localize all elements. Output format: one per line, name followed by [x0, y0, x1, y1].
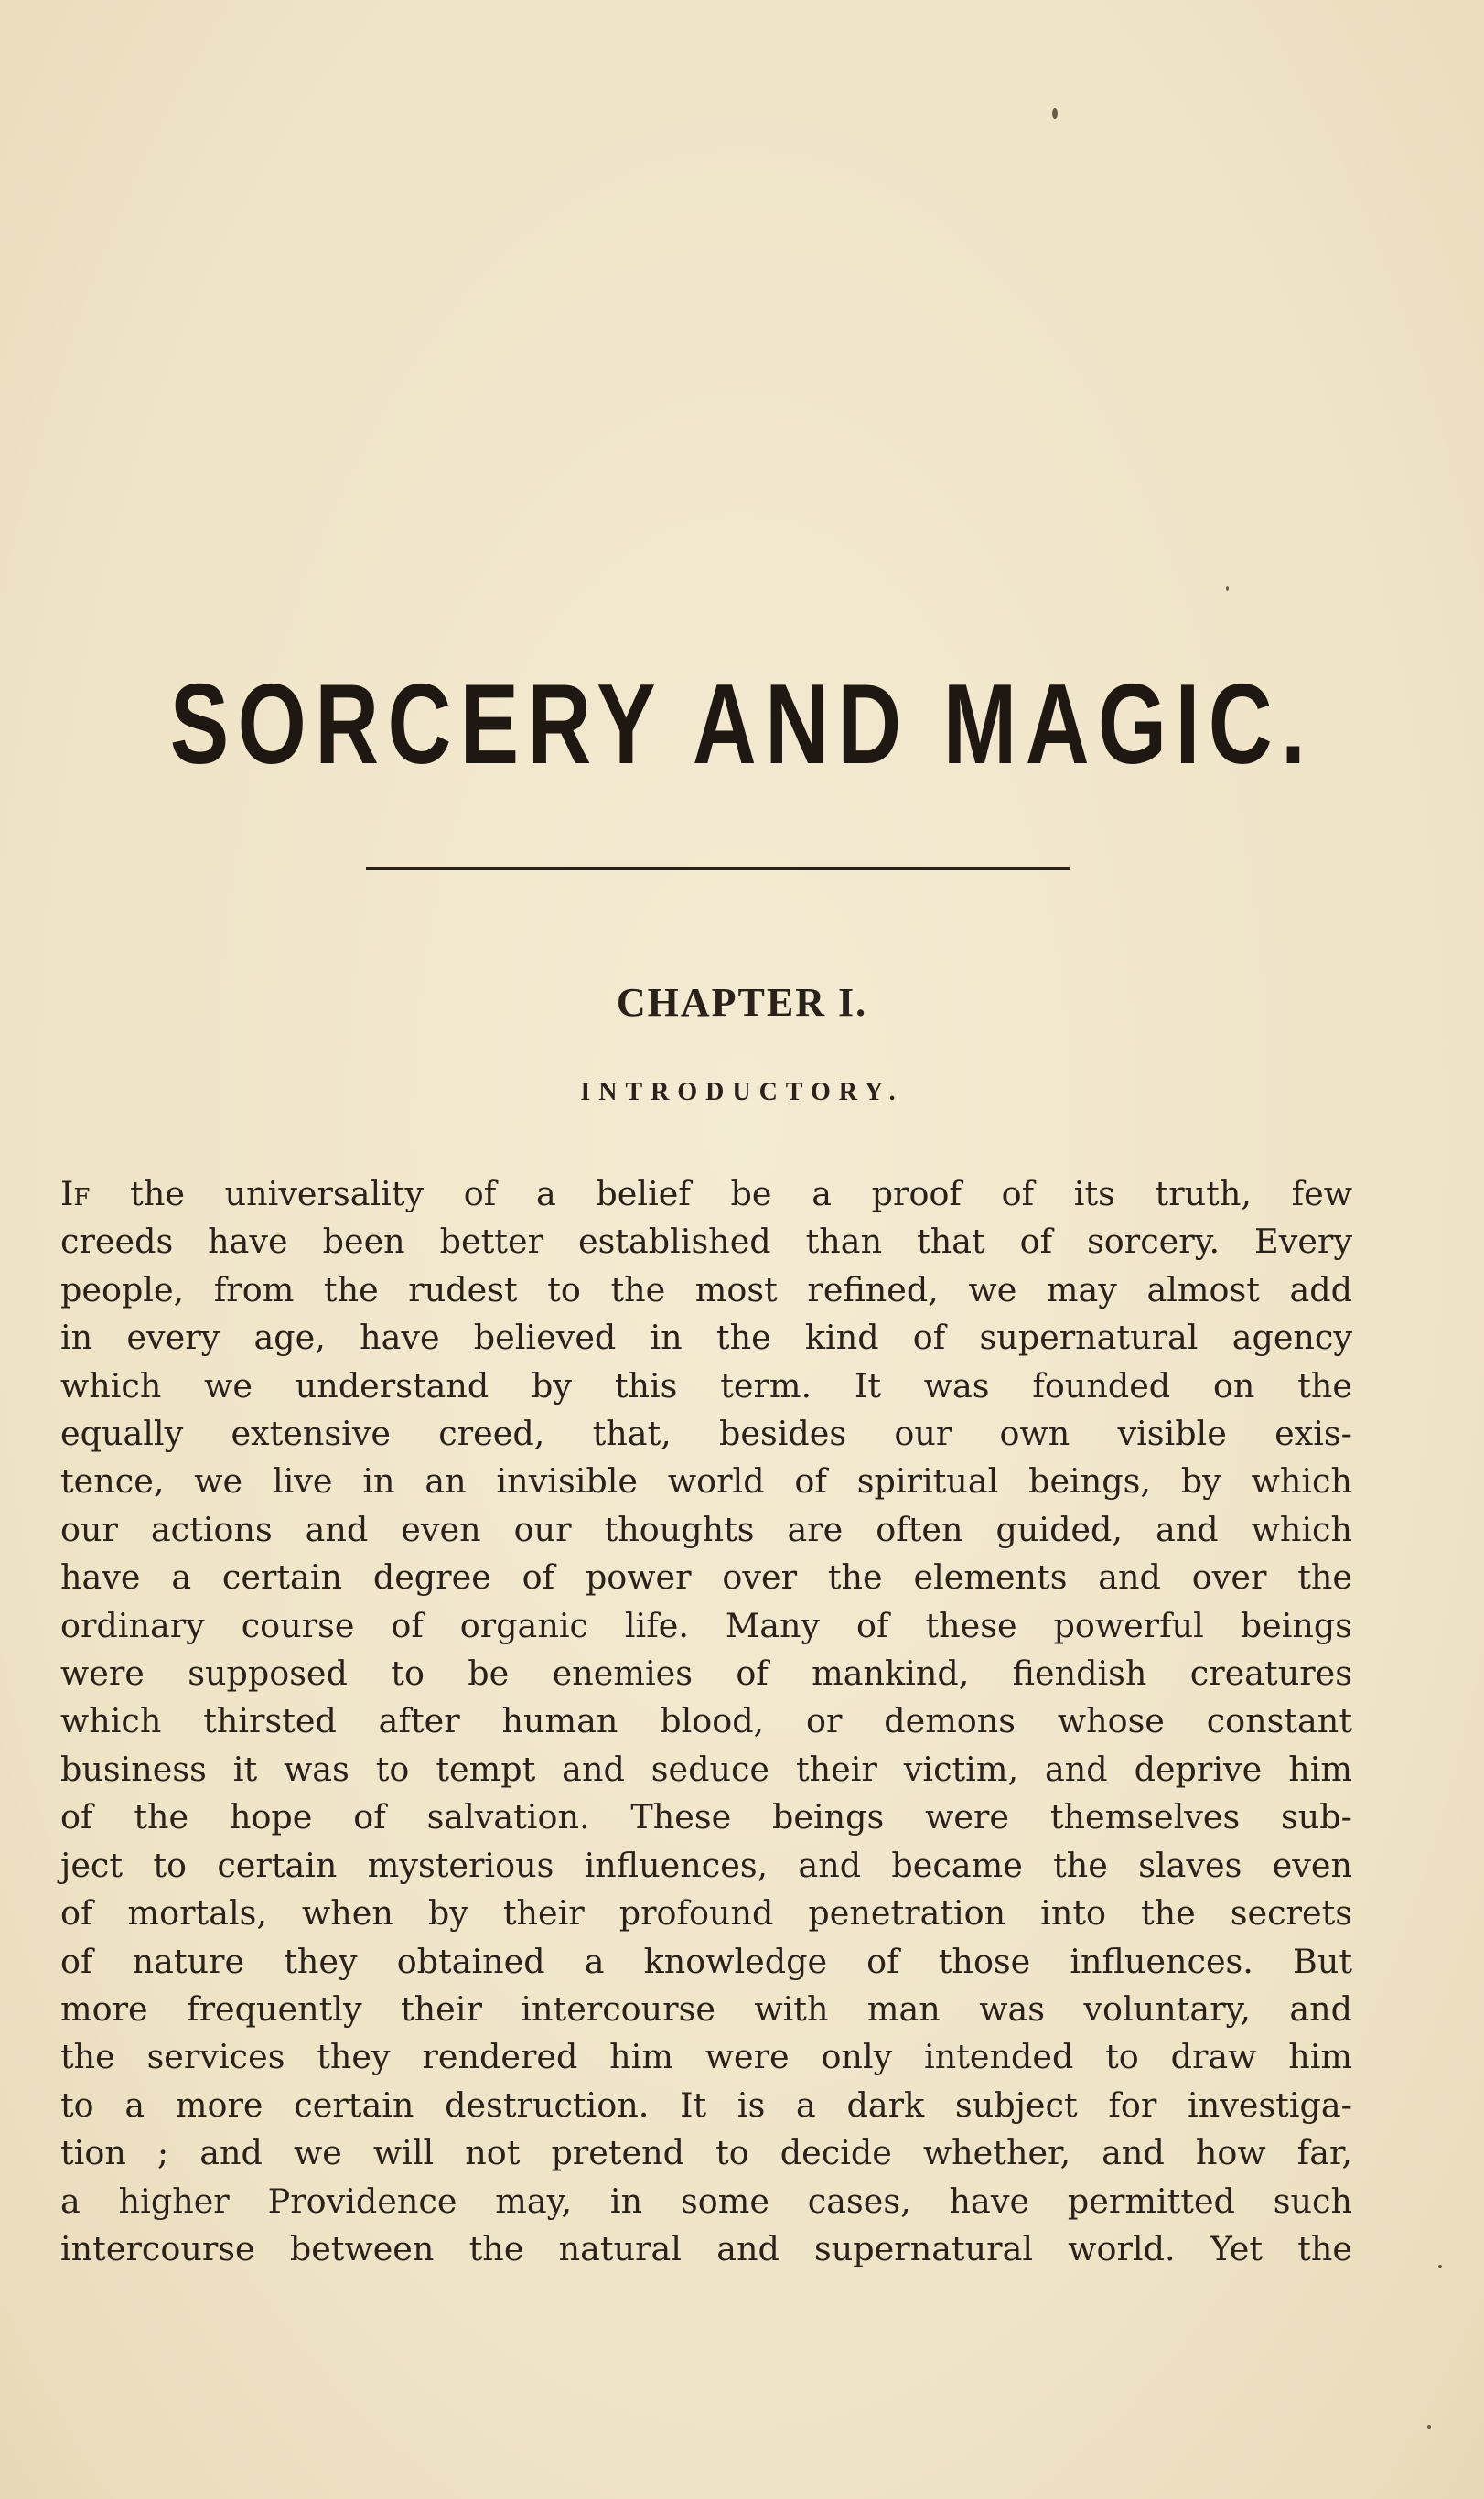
text-line: have a certain degree of power over the elements and over the	[60, 1557, 1352, 1598]
text-line: ject to certain mysterious influences, and became the slaves even	[60, 1845, 1352, 1885]
first-line-text: the universality of a belief be a proof of its truth, few	[90, 1174, 1352, 1213]
text-line: were supposed to be enemies of mankind, fiendish creatures	[60, 1653, 1352, 1694]
book-title: SORCERY AND MAGIC.	[169, 662, 1315, 788]
text-line: of mortals, when by their profound penetration into the secrets	[60, 1893, 1352, 1933]
chapter-subtitle: INTRODUCTORY.	[580, 1078, 904, 1106]
paper-speck	[1438, 2265, 1442, 2268]
text-line: tence, we live in an invisible world of spiritual beings, by which	[60, 1461, 1352, 1502]
text-line: business it was to tempt and seduce their victim, and deprive him	[60, 1749, 1352, 1789]
text-line: ordinary course of organic life. Many of these powerful beings	[60, 1605, 1352, 1645]
text-line: to a more certain destruction. It is a dark subject for investiga-	[60, 2084, 1352, 2125]
text-line: a higher Providence may, in some cases, have permitted such	[60, 2181, 1352, 2221]
text-line	[60, 1170, 1352, 1218]
text-line: creeds have been better established than that of sorcery. Every	[60, 1222, 1352, 1262]
lead-word: If	[60, 1174, 91, 1213]
text-line: which we understand by this term. It was founded on the	[60, 1365, 1352, 1406]
paper-speck	[1226, 586, 1229, 591]
text-line: in every age, have believed in the kind of supernatural agency	[60, 1318, 1352, 1358]
title-divider	[366, 867, 1070, 870]
text-line: of the hope of salvation. These beings were themselves sub-	[60, 1797, 1352, 1837]
text-line: more frequently their intercourse with man was voluntary, and	[60, 1988, 1352, 2029]
text-line: of nature they obtained a knowledge of those influences. But	[60, 1941, 1352, 1981]
text-line: our actions and even our thoughts are often guided, and which	[60, 1509, 1352, 1549]
paper-speck	[1427, 2425, 1431, 2429]
text-line: the services they rendered him were only intended to draw him	[60, 2037, 1352, 2077]
body-paragraph	[60, 1170, 1352, 2273]
paper-speck	[1052, 108, 1058, 119]
text-line: intercourse between the natural and supernatural world. Yet the	[60, 2228, 1352, 2268]
text-line: which thirsted after human blood, or demons whose constant	[60, 1701, 1352, 1741]
text-line: people, from the rudest to the most refined, we may almost add	[60, 1269, 1352, 1309]
chapter-heading: CHAPTER I.	[616, 980, 868, 1025]
text-line: equally extensive creed, that, besides our own visible exis-	[60, 1414, 1352, 1454]
text-line: tion ; and we will not pretend to decide whether, and how far,	[60, 2133, 1352, 2173]
